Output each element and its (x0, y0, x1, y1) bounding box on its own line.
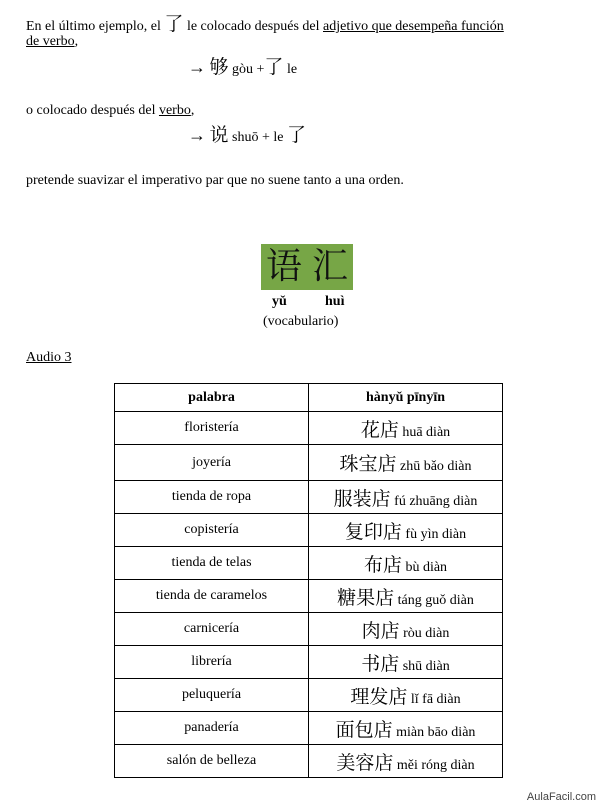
pinyin: lǐ fā diàn (410, 691, 461, 707)
pinyin: ròu diàn (403, 625, 450, 641)
vocab-title-box (261, 244, 353, 290)
spanish-word: carnicería (115, 613, 309, 646)
spanish-word: joyería (115, 445, 309, 481)
table-row (115, 514, 503, 547)
vocab-pinyin-1: yǔ (272, 294, 287, 309)
table-row (115, 745, 503, 778)
le-pinyin: le (286, 62, 298, 77)
example-char: 够 (209, 56, 229, 78)
site-logo: AulaFacil.com (526, 791, 596, 803)
chinese-characters: 美容店 (336, 751, 394, 774)
le-character: 了 (264, 56, 284, 78)
example-2 (188, 123, 306, 150)
table-row (115, 712, 503, 745)
spanish-word: peluquería (115, 679, 309, 712)
vocab-char-1: 语 (266, 246, 303, 287)
verb-link[interactable]: de verbo (26, 34, 75, 49)
punctuation: , (74, 34, 79, 49)
chinese-characters: 珠宝店 (339, 453, 397, 475)
column-header: palabra (115, 384, 309, 412)
le-character: 了 (286, 124, 306, 146)
chinese-entry (309, 514, 503, 547)
table-header-row (115, 384, 503, 412)
arrow-icon: → (188, 57, 206, 77)
example-char: 说 (209, 124, 229, 146)
vocab-table (114, 383, 503, 778)
punctuation: , (190, 103, 195, 118)
spanish-word: tienda de ropa (115, 481, 309, 514)
chinese-characters: 花店 (360, 418, 399, 441)
chinese-entry (309, 745, 503, 778)
table-row (115, 679, 503, 712)
pinyin: měi róng diàn (396, 757, 475, 773)
pinyin: huā diàn (402, 424, 451, 440)
chinese-entry (309, 646, 503, 679)
pinyin: fù yìn diàn (405, 526, 467, 542)
table-row (115, 646, 503, 679)
intro-line-1 (26, 15, 504, 36)
arrow-icon: → (188, 125, 206, 145)
table-row (115, 547, 503, 580)
example-pinyin: shuō (232, 130, 259, 145)
chinese-characters: 布店 (363, 553, 402, 576)
column-header: hànyǔ pīnyīn (309, 384, 503, 412)
table-row (115, 613, 503, 646)
chinese-entry (309, 580, 503, 613)
spanish-word: librería (115, 646, 309, 679)
chinese-entry (309, 679, 503, 712)
example-pinyin: gòu (232, 62, 254, 77)
chinese-characters: 肉店 (361, 619, 400, 642)
chinese-characters: 书店 (361, 652, 400, 675)
table-body (115, 412, 503, 778)
spanish-word: panadería (115, 712, 309, 745)
spanish-word: floristería (115, 412, 309, 445)
intro-text: o colocado después del (26, 103, 156, 118)
vocab-char-2: 汇 (311, 246, 348, 287)
vocab-pinyin-2: huì (325, 294, 345, 309)
pinyin: bù diàn (405, 559, 448, 575)
verbo-link[interactable]: verbo (158, 103, 191, 118)
chinese-characters: 面包店 (335, 718, 393, 741)
table-row (115, 481, 503, 514)
chinese-characters: 糖果店 (337, 586, 395, 609)
pinyin: miàn bāo diàn (396, 724, 476, 740)
chinese-characters: 复印店 (344, 520, 402, 543)
spanish-word: tienda de telas (115, 547, 309, 580)
spanish-word: copistería (115, 514, 309, 547)
chinese-entry (309, 547, 503, 580)
intro-text: En el último ejemplo, el (26, 19, 161, 34)
spanish-word: tienda de caramelos (115, 580, 309, 613)
table-row (115, 445, 503, 481)
pinyin: shū diàn (402, 658, 450, 674)
example-1 (188, 55, 297, 82)
pinyin: táng guǒ diàn (397, 592, 474, 608)
intro-line-3 (26, 102, 194, 120)
chinese-entry (309, 481, 503, 514)
intro-line-4: pretende suavizar el imperativo par que no suene tanto a una orden. (26, 173, 404, 188)
spanish-word: salón de belleza (115, 745, 309, 778)
vocab-translation: (vocabulario) (263, 314, 339, 329)
table-row (115, 580, 503, 613)
table-row (115, 412, 503, 445)
plus-sign: + (261, 130, 270, 145)
chinese-characters: 服装店 (333, 487, 391, 510)
adjective-function-link[interactable]: adjetivo que desempeña función (323, 19, 504, 34)
chinese-entry (309, 613, 503, 646)
le-character: 了 (164, 13, 184, 35)
audio-link[interactable]: Audio 3 (26, 350, 72, 365)
chinese-entry (309, 412, 503, 445)
intro-line-2 (26, 33, 78, 51)
pinyin: zhū bǎo diàn (399, 459, 472, 474)
chinese-entry (309, 445, 503, 481)
chinese-entry (309, 712, 503, 745)
plus-sign: + (256, 62, 265, 77)
chinese-characters: 理发店 (350, 685, 408, 708)
le-pinyin: le (273, 130, 284, 145)
pinyin: fú zhuāng diàn (394, 493, 478, 509)
intro-text: le colocado después del (186, 19, 320, 34)
